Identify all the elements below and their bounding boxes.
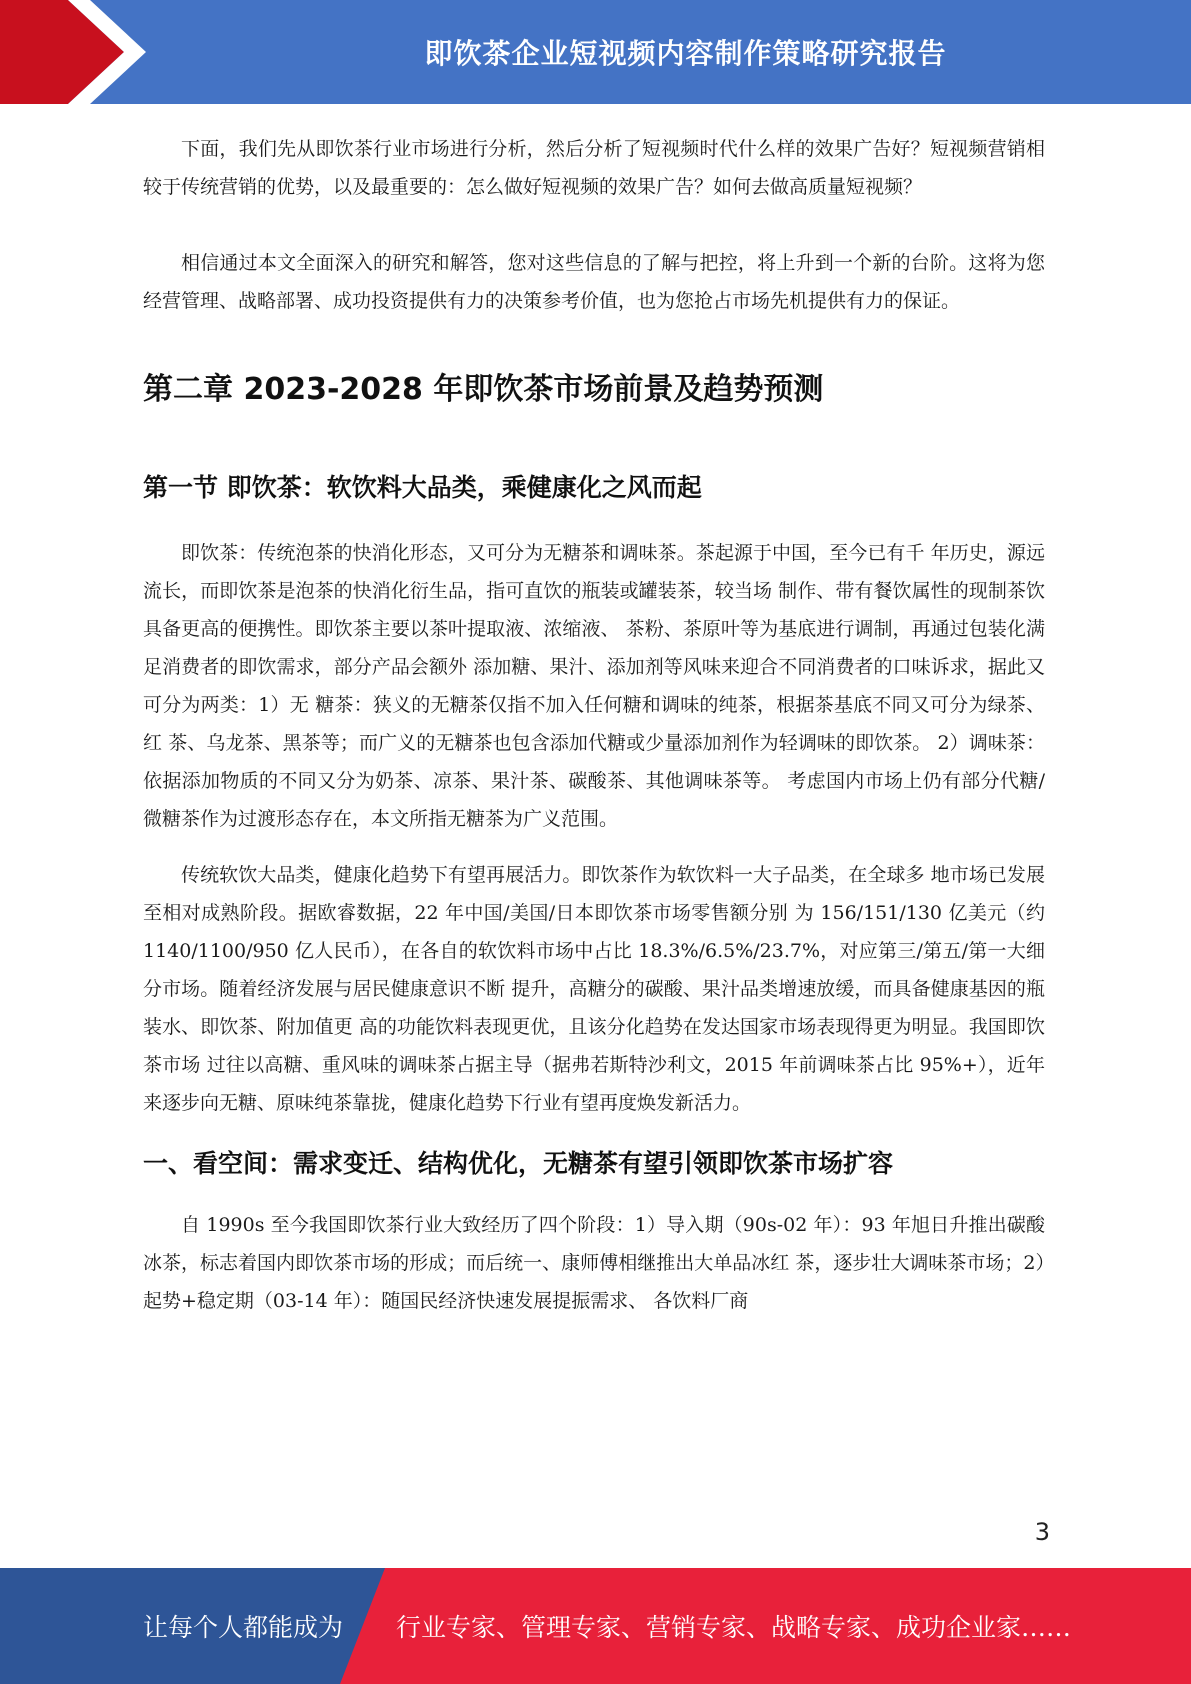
section-paragraph-1: 即饮茶：传统泡茶的快消化形态，又可分为无糖茶和调味茶。茶起源于中国，至今已有千 年历史，源远流长，而即饮茶是泡茶的快消化衍生品，指可直饮的瓶装或罐装茶，较当场 制作、带有餐饮属性的现制茶饮具备更高的便携性。即饮茶主要以茶叶提取液、浓缩液、 茶粉、茶原叶等为基底进行调制，再通过包装化满足消费者的即饮需求，部分产品会额外 添加糖、果汁、添加剂等风味来迎合不同消费者的口味诉求，据此又可分为两类：1）无 糖茶：狭义的无糖茶仅指不加入任何糖和调味的纯茶，根据茶基底不同又可分为绿茶、红 茶、乌龙茶、黑茶等；而广义的无糖茶也包含添加代糖或少量添加剂作为轻调味的即饮茶。 2）调味茶：依据添加物质的不同又分为奶茶、凉茶、果汁茶、碳酸茶、其他调味茶等。 考虑国内市场上仍有部分代糖/微糖茶作为过渡形态存在，本文所指无糖茶为广义范围。 [143, 542, 1045, 830]
report-title: 即饮茶企业短视频内容制作策略研究报告 [424, 37, 947, 70]
header-banner [0, 0, 1191, 112]
footer-banner [0, 1568, 1191, 1684]
subsection-heading: 一、看空间：需求变迁、结构优化，无糖茶有望引领即饮茶市场扩容 [143, 1149, 894, 1178]
chapter-heading: 第二章 2023-2028 年即饮茶市场前景及趋势预测 [143, 372, 824, 407]
page-content [143, 130, 1045, 1320]
section-heading: 第一节 即饮茶：软饮料大品类，乘健康化之风而起 [143, 473, 702, 502]
intro-paragraph-2: 相信通过本文全面深入的研究和解答，您对这些信息的了解与把控，将上升到一个新的台阶。这将为您经营管理、战略部署、成功投资提供有力的决策参考价值，也为您抢占市场先机提供有力的保证。 [143, 252, 1045, 312]
intro-paragraph-1: 下面，我们先从即饮茶行业市场进行分析，然后分析了短视频时代什么样的效果广告好？短视频营销相较于传统营销的优势，以及最重要的：怎么做好短视频的效果广告？如何去做高质量短视频？ [143, 138, 1045, 198]
section-paragraph-2: 传统软饮大品类，健康化趋势下有望再展活力。即饮茶作为软饮料一大子品类，在全球多 地市场已发展至相对成熟阶段。据欧睿数据，22 年中国/美国/日本即饮茶市场零售额分别 为 156/151/130 亿美元（约 1140/1100/950 亿人民币），在各自的软饮料市场中占比 18.3%/6.5%/23.7%，对应第三/第五/第一大细分市场。随着经济发展与居民健康意识不断 提升，高糖分的碳酸、果汁品类增速放缓，而具备健康基因的瓶装水、即饮茶、附加值更 高的功能饮料表现更优，且该分化趋势在发达国家市场表现得更为明显。我国即饮茶市场 过往以高糖、重风味的调味茶占据主导（据弗若斯特沙利文，2015 年前调味茶占比 95%+），近年来逐步向无糖、原味纯茶靠拢，健康化趋势下行业有望再度焕发新活力。 [143, 864, 1045, 1114]
page-number: 3 [1034, 1518, 1050, 1546]
subsection-paragraph-1: 自 1990s 至今我国即饮茶行业大致经历了四个阶段：1）导入期（90s-02 年）：93 年旭日升推出碳酸冰茶，标志着国内即饮茶市场的形成；而后统一、康师傅相继推出大单品冰红 茶，逐步壮大调味茶市场；2）起势+稳定期（03-14 年）：随国民经济快速发展提振需求、 各饮料厂商 [143, 1214, 1045, 1312]
footer-slogan-left: 让每个人都能成为 [143, 1613, 344, 1642]
footer-slogan-right: 行业专家、管理专家、营销专家、战略专家、成功企业家…… [396, 1613, 1072, 1642]
